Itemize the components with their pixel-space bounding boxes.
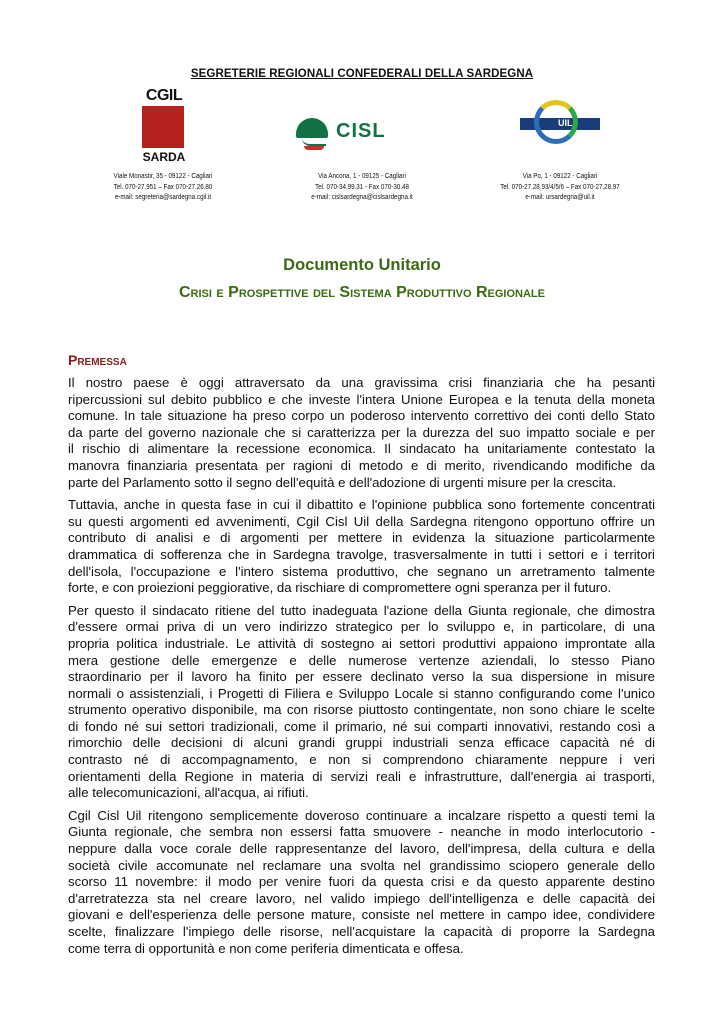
paragraph [68, 603, 655, 802]
text-line: da parte del governo nazionale che si caratterizza per la durezza del suo impatto sociale e per [68, 424, 655, 440]
cgil-contact [81, 171, 245, 203]
text-line: contrasto né di accompagnamento, e non si comprendono chiaramente neppure i veri [68, 752, 655, 768]
text-line: su questi argomenti ed avvenimenti, Cgil Cisl Uil della Sardegna ritengono opportuno offrire un [68, 513, 655, 529]
text-line: mera gestione delle emergenze e delle numerose vertenze aziendali, lo stesso Piano [68, 652, 655, 668]
document-body [68, 375, 655, 963]
email: e-mail: segreteria@sardegna.cgil.it [114, 192, 212, 201]
address: Via Po, 1 - 09122 - Cagliari [522, 171, 598, 180]
text-line: neppure dalla voce corale delle rappresentanze del lavoro, dell'impresa, della cultura e della [68, 841, 655, 857]
text-line: società civile accomunate nel reclamare una svolta nel grandissimo sciopero generale dello [68, 857, 655, 873]
cgil-logo [138, 87, 190, 167]
cgil-red-square-icon [142, 106, 184, 148]
cisl-arc-icon [304, 146, 324, 150]
cisl-logo [294, 116, 394, 156]
text-line: dell'isola, l'occupazione e l'intero sistema produttivo, che segnano un arretramento talmente [68, 563, 655, 579]
text-line: parte del Parlamento sotto il segno dell'equità e dell'adozione di urgenti misure per la crescita. [68, 474, 617, 490]
paragraph [68, 808, 655, 957]
text-line: forte, e con proiezioni peggiorative, da rischiare di compromettere ogni speranza per il futuro. [68, 580, 612, 596]
text-line: d'essere ormai priva di un vero indirizzo strategico per lo sviluppo e, in particolare, di una [68, 619, 655, 635]
text-line: Cgil Cisl Uil ritengono semplicemente doveroso continuare a incalzare rispetto a questi temi la [68, 807, 655, 823]
uil-contact [478, 171, 642, 203]
email: e-mail: ursardegna@uil.it [525, 192, 595, 201]
text-line: d'arretratezza sta nel creare lavoro, nel valido impiego dell'intelligenza e delle capacità dei [68, 890, 655, 906]
text-line: manovra finanziaria presentata per ragioni di metodo e di merito, rivendicando modifiche da [68, 457, 655, 473]
text-line: scorso 11 novembre: il modo per venire fuori da questa crisi e da questo apparente destino [68, 874, 655, 890]
cisl-logo-text: CISL [336, 120, 386, 142]
text-line: comune. In tale situazione ha preso corpo un poderoso intervento correttivo dei conti dello Stato [68, 408, 655, 424]
document-title: Documento Unitario [283, 256, 441, 274]
text-line: di fondo né sui settori tradizionali, come il primario, né sui comparti innovativi, restando così a [68, 718, 655, 734]
text-line: contributo di analisi e di argomenti per mettere in evidenza la situazione particolarmente [68, 530, 655, 546]
text-line: Tuttavia, anche in questa fase in cui il dibattito e l'opinione pubblica sono fortemente concentrati [68, 497, 655, 513]
paragraph [68, 375, 655, 491]
phone: Tel. 070-27.28.93/4/5/6 – Fax 070-27.28.97 [500, 181, 620, 191]
text-line: Per questo il sindacato ritiene del tutto inadeguata l'azione della Giunta regionale, che dimostra [68, 602, 655, 618]
text-line: ripercussioni sul debito pubblico e che investe l'intera Unione Europea e la tenuta della moneta [68, 391, 655, 407]
text-line: alle telecomunicazioni, all'acqua, ai rifiuti. [68, 785, 309, 801]
cisl-dome-cut [302, 138, 326, 146]
email: e-mail: cislsardegna@cislsardegna.it [311, 192, 413, 201]
text-line: orientamenti della Regione in materia di servizi reali e infrastrutture, dall'energia ai trasporti, [68, 768, 655, 784]
text-line: giovani e dell'esperienza delle persone mature, consiste nel mettere in campo idee, condividere [68, 907, 655, 923]
text-line: strumento operativo disponibile, ma con risorse piuttosto contingentate, non sono chiare le scelte [68, 702, 655, 718]
text-line: propria politica industriale. Le attività di sostegno ai settori produttivi appaiono improntate alla [68, 635, 655, 651]
letterhead-title: SEGRETERIE REGIONALI CONFEDERALI DELLA SARDEGNA [190, 68, 534, 80]
phone: Tel. 070-27.951 – Fax 070-27.26.80 [113, 181, 213, 191]
cisl-dome-icon [296, 118, 328, 138]
text-line: Il nostro paese è oggi attraversato da una gravissima crisi finanziaria che ha pesanti [68, 375, 655, 390]
uil-logo [520, 98, 600, 148]
text-line: normali o assistenziali, i Progetti di Filiera e Sviluppo Locale si stanno configurando come l'unico [68, 685, 655, 701]
document-subtitle: Crisi e Prospettive del Sistema Produttivo Regionale [179, 284, 545, 301]
uil-logo-text: UIL [558, 118, 573, 128]
text-line: drammatica di sofferenza che in Sardegna travolge, trasversalmente in tutti i settori e i territori [68, 546, 655, 562]
text-line: straordinario per il lavoro ha finito per essere declinato verso la sua dispersione in misure [68, 669, 655, 685]
text-line: scelte, finalizzare l'impiego delle risorse, nell'acquistare la capacità di proporre la Sardegna [68, 924, 655, 939]
text-line: rimorchio delle decisioni di alcuni grandi gruppi industriali senza efficace capacità né di [68, 735, 655, 751]
cisl-contact [280, 171, 444, 203]
address: Viale Monastir, 35 - 09122 - Cagliari [113, 171, 213, 180]
text-line: come terra di opportunità e non come periferia dimenticata e offesa. [68, 940, 464, 956]
cgil-logo-subtext: SARDA [142, 150, 186, 164]
cgil-logo-text: CGIL [145, 87, 183, 104]
phone: Tel. 070-34.99.31 - Fax 070-30.48 [315, 181, 409, 191]
text-line: il rischio di alimentare la recessione economica. Il sindacato ha unitariamente contestato la [68, 441, 655, 457]
address: Via Ancona, 1 - 09125 - Cagliari [318, 171, 406, 180]
text-line: Giunta regionale, che sembra non essersi fatta smuovere - neanche in modo interlocutorio - [68, 824, 655, 840]
paragraph [68, 497, 655, 597]
section-heading: Premessa [68, 352, 127, 368]
